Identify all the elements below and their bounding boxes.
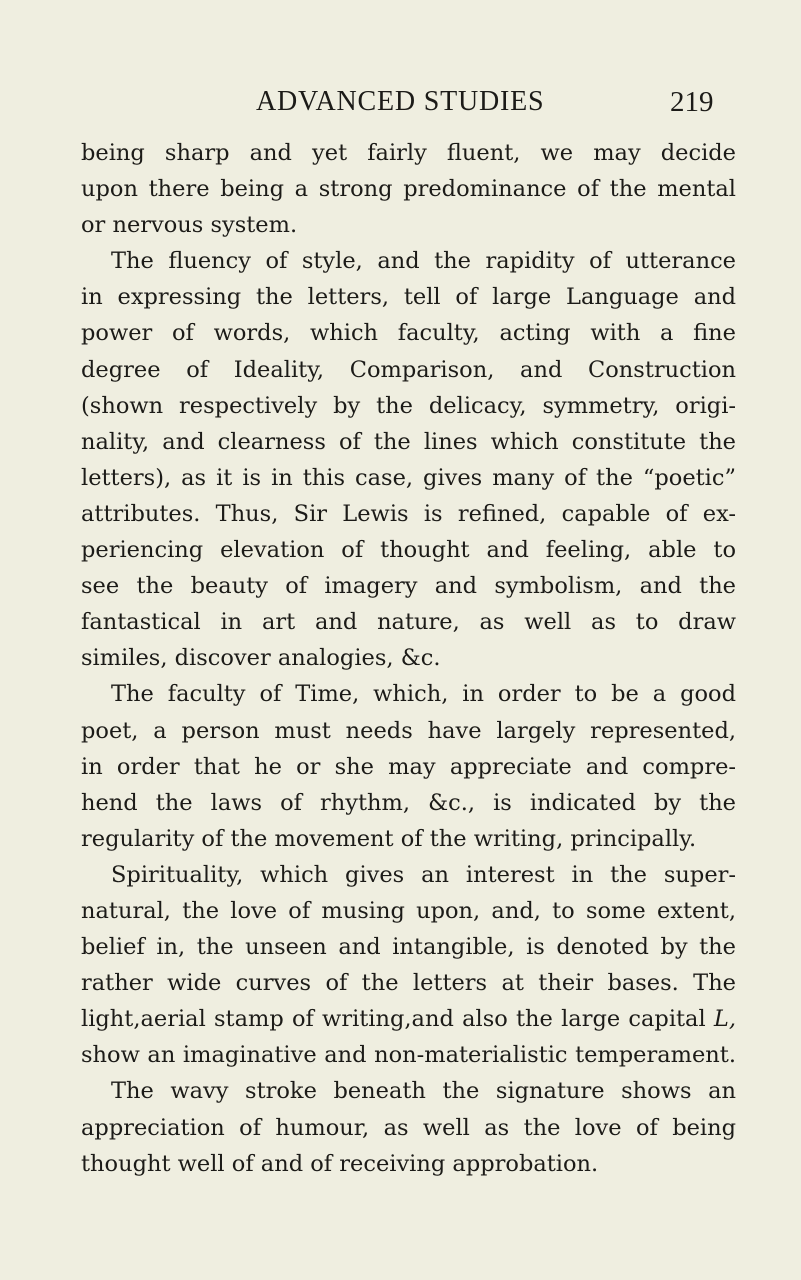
text-line: nality, and clearness of the lines which constitute the — [81, 428, 736, 455]
text-line: degree of Ideality, Comparison, and Construction — [81, 356, 736, 383]
text-line: being sharp and yet fairly fluent, we may decide — [81, 140, 736, 166]
text-line: in order that he or she may appreciate and compre- — [81, 753, 736, 780]
text-line: appreciation of humour, as well as the love of being — [81, 1114, 736, 1141]
text-line: poet, a person must needs have largely represented, — [81, 717, 736, 744]
text-line: Spirituality, which gives an interest in the super- — [111, 861, 736, 888]
text-line: letters), as it is in this case, gives many of the “poetic” — [81, 464, 736, 491]
page-number: 219 — [670, 86, 714, 118]
italic-capital: L, — [713, 1006, 736, 1033]
text-line: rather wide curves of the letters at their bases. The — [81, 970, 736, 997]
body-text — [81, 135, 736, 1182]
text-line-segment: light,aerial stamp of writing,and also the large capital — [81, 1006, 706, 1033]
text-line: see the beauty of imagery and symbolism, and the — [81, 573, 736, 600]
text-line: belief in, the unseen and intangible, is denoted by the — [81, 934, 736, 961]
text-line: The faculty of Time, which, in order to be a good — [111, 681, 736, 708]
text-line: attributes. Thus, Sir Lewis is refined, capable of ex- — [81, 500, 736, 527]
text-line: periencing elevation of thought and feeling, able to — [81, 537, 736, 564]
text-line: The wavy stroke beneath the signature shows an — [111, 1078, 736, 1105]
text-line: natural, the love of musing upon, and, to some extent, — [81, 897, 736, 924]
text-line — [81, 1001, 736, 1037]
text-line: regularity of the movement of the writing, principally. — [81, 825, 697, 852]
running-head — [0, 82, 801, 122]
text-line: fantastical in art and nature, as well as to draw — [81, 609, 736, 636]
text-line: upon there being a strong predominance of the mental — [81, 176, 736, 203]
chapter-title: ADVANCED STUDIES — [256, 86, 545, 117]
text-line: hend the laws of rhythm, &c., is indicated by the — [81, 789, 736, 816]
text-line: in expressing the letters, tell of large Language and — [81, 284, 736, 311]
text-line: thought well of and of receiving approbation. — [81, 1150, 599, 1177]
text-line: power of words, which faculty, acting with a fine — [81, 320, 736, 347]
text-line: or nervous system. — [81, 212, 298, 239]
text-line: (shown respectively by the delicacy, symmetry, origi- — [81, 392, 736, 419]
text-line: similes, discover analogies, &c. — [81, 645, 441, 672]
text-line: The fluency of style, and the rapidity of utterance — [111, 248, 736, 275]
text-line: show an imaginative and non-materialistic temperament. — [81, 1042, 736, 1069]
